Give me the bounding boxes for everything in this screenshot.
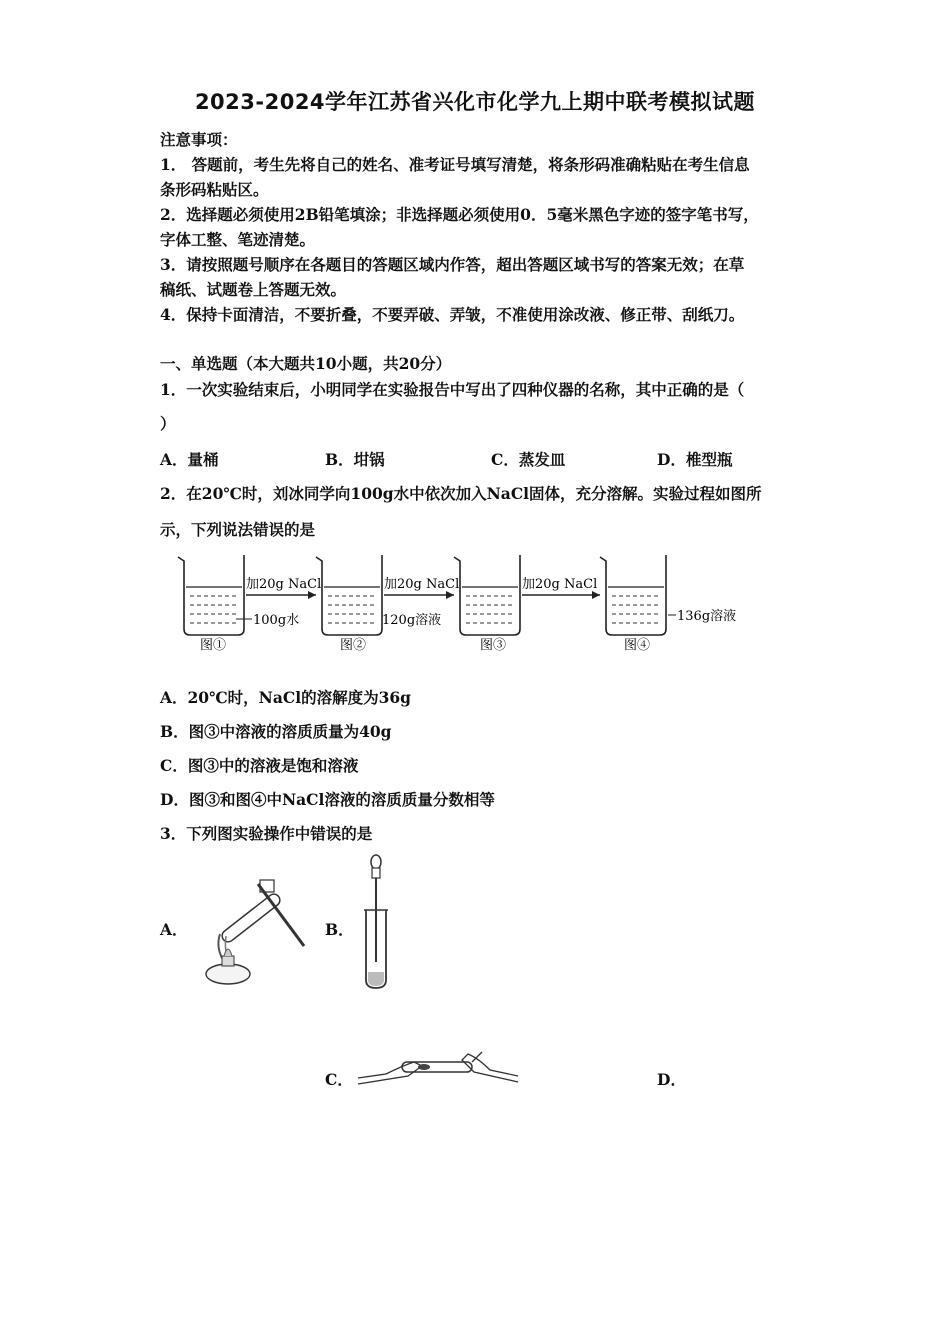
section-1-heading: 一、单选题（本大题共10小题，共20分）	[160, 354, 452, 373]
q2-option-c: C．图③中的溶液是饱和溶液	[160, 756, 359, 775]
page-title: 2023-2024学年江苏省兴化市化学九上期中联考模拟试题	[194, 90, 756, 114]
beaker-4	[600, 555, 666, 635]
beaker-1	[178, 555, 244, 635]
q1-option-b: B．坩锅	[325, 450, 385, 469]
arrow-3	[522, 591, 600, 599]
hands-holding-test-tube-image	[356, 1040, 520, 1086]
arrow-1	[246, 591, 316, 599]
add-nacl-label-3: 加20g NaCl	[522, 577, 598, 592]
q1-stem-line-2: ）	[160, 414, 176, 433]
q2-option-a: A．20℃时，NaCl的溶解度为36g	[160, 688, 412, 707]
notice-item-1-line-1: 1． 答题前，考生先将自己的姓名、准考证号填写清楚，将条形码准确粘贴在考生信息	[160, 155, 750, 174]
notice-item-1-line-2: 条形码粘贴区。	[160, 180, 269, 199]
notice-item-3-line-1: 3．请按照题号顺序在各题目的答题区域内作答，超出答题区域书写的答案无效；在草	[160, 255, 745, 274]
q3-option-b: B．	[325, 920, 354, 939]
fig-label-4: 图④	[624, 638, 651, 653]
q3-option-a: A．	[160, 920, 188, 939]
fig-label-1: 图①	[200, 638, 227, 653]
q1-option-d: D．椎型瓶	[657, 450, 733, 469]
label-120g-solution: 120g溶液	[382, 613, 442, 628]
label-136g-solution: 136g溶液	[677, 609, 737, 624]
notice-item-2-line-2: 字体工整、笔迹清楚。	[160, 230, 316, 249]
q3-option-d: D．	[657, 1070, 686, 1089]
fig-label-2: 图②	[340, 638, 367, 653]
q2-option-d: D．图③和图④中NaCl溶液的溶质质量分数相等	[160, 790, 495, 809]
beaker-3	[454, 555, 520, 635]
label-100g-water: 100g水	[253, 613, 300, 628]
notice-item-3-line-2: 稿纸、试题卷上答题无效。	[160, 280, 347, 299]
q1-stem-line-1: 1．一次实验结束后，小明同学在实验报告中写出了四种仪器的名称，其中正确的是（	[160, 380, 745, 399]
q3-option-c: C．	[325, 1070, 353, 1089]
dropper-into-test-tube-image	[356, 852, 396, 992]
add-nacl-label-1: 加20g NaCl	[246, 577, 322, 592]
q1-option-a: A．量桶	[160, 450, 219, 469]
q2-option-b: B．图③中溶液的溶质质量为40g	[160, 722, 392, 741]
notice-item-4: 4．保持卡面清洁，不要折叠，不要弄破、弄皱，不准使用涂改液、修正带、刮纸刀。	[160, 305, 745, 324]
q1-option-c: C．蒸发皿	[491, 450, 566, 469]
q2-stem-line-1: 2．在20℃时，刘冰同学向100g水中依次加入NaCl固体，充分溶解。实验过程如图所	[160, 484, 762, 503]
arrow-2	[384, 591, 454, 599]
beaker-2	[316, 555, 382, 635]
add-nacl-label-2: 加20g NaCl	[384, 577, 460, 592]
heating-test-tube-image	[196, 872, 316, 990]
notice-heading: 注意事项：	[160, 130, 238, 149]
q2-stem-line-2: 示，下列说法错误的是	[160, 520, 316, 539]
beaker-dissolution-figure	[170, 545, 750, 660]
q3-stem: 3．下列图实验操作中错误的是	[160, 824, 373, 843]
fig-label-3: 图③	[480, 638, 507, 653]
notice-item-2-line-1: 2．选择题必须使用2B铅笔填涂；非选择题必须使用0．5毫米黑色字迹的签字笔书写，	[160, 205, 759, 224]
